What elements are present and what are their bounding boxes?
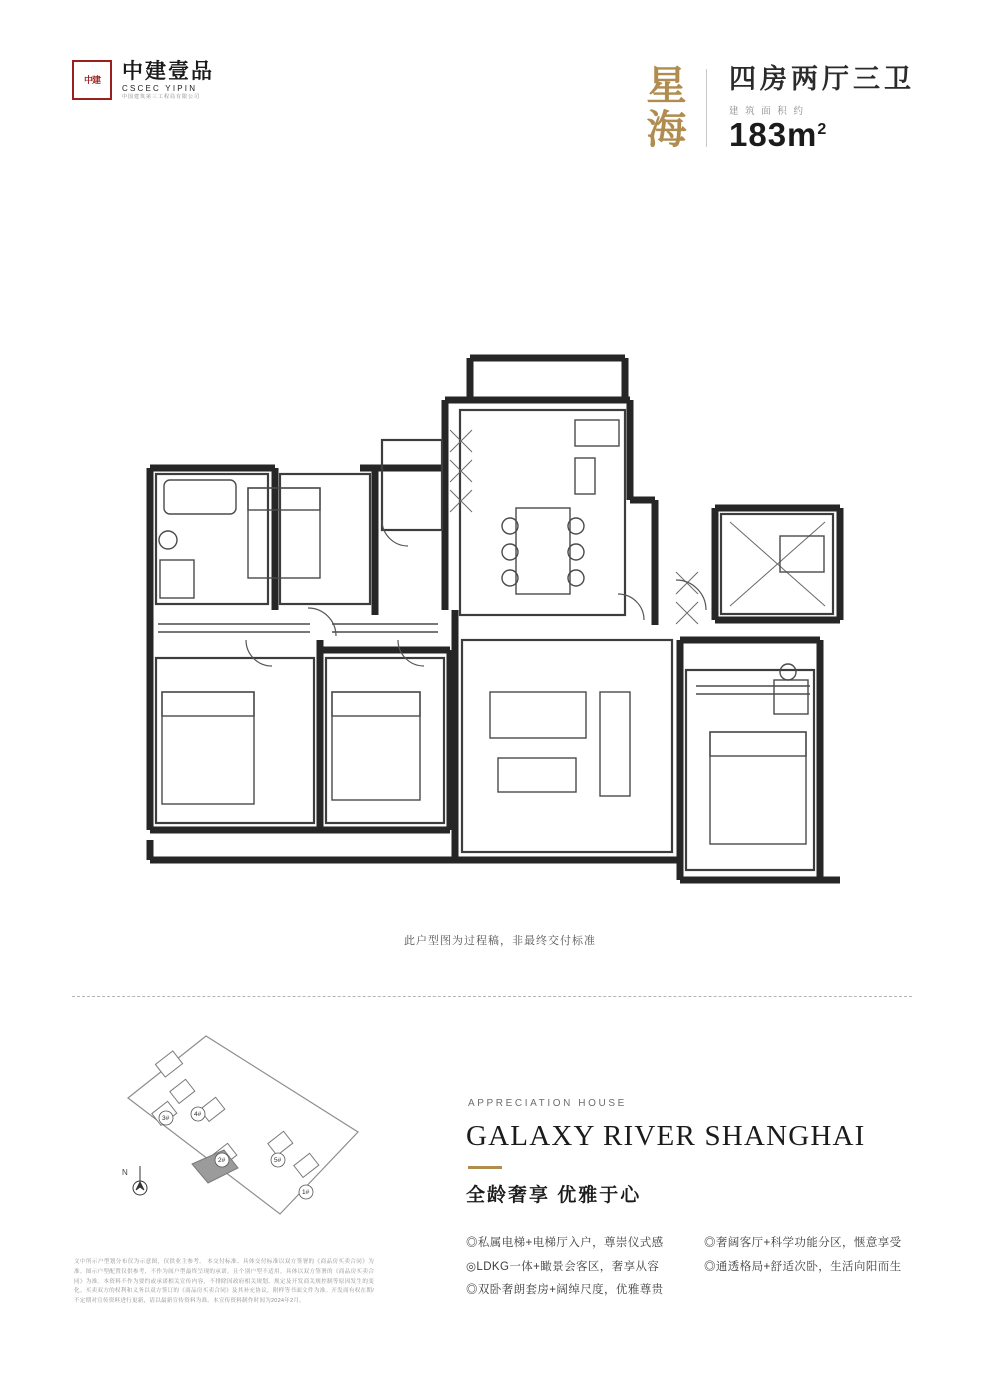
brand-name-sub: 中国建筑第三工程局有限公司: [122, 93, 201, 100]
site-map: [110, 1020, 370, 1230]
svg-text:1#: 1#: [302, 1189, 310, 1196]
brand-name-cn: 中建壹品: [122, 59, 214, 83]
unit-area-label: 建 筑 面 积 约: [729, 106, 806, 118]
svg-text:3#: 3#: [162, 1115, 170, 1122]
feature-item: ◎双卧奢朗套房+阔绰尺度，优雅尊贵: [466, 1284, 664, 1297]
plan-disclaimer-note: 此户型图为过程稿，非最终交付标准: [404, 935, 596, 947]
unit-rooms: 四房两厅三卫: [729, 64, 915, 95]
svg-text:4#: 4#: [194, 1111, 202, 1118]
promo-eyebrow: APPRECIATION HOUSE: [468, 1098, 627, 1109]
seal-icon: [72, 60, 112, 100]
floor-plan: [120, 340, 880, 947]
compass-north-label: N: [122, 1168, 128, 1177]
unit-title-block: [642, 62, 915, 154]
feature-item: ◎奢阔客厅+科学功能分区，惬意享受: [704, 1237, 902, 1249]
unit-name: 星海: [640, 64, 687, 152]
svg-text:5#: 5#: [274, 1157, 282, 1164]
gold-rule: [468, 1166, 502, 1169]
feature-item: ◎私属电梯+电梯厅入户，尊崇仪式感: [466, 1237, 664, 1249]
feature-item: ◎LDKG一体+瞰景会客区，奢享从容: [466, 1260, 660, 1273]
area-unit: 2: [817, 121, 828, 139]
brand-logo: [72, 52, 222, 108]
seal-text: 中建: [83, 74, 100, 85]
svg-text:2#: 2#: [218, 1157, 226, 1164]
title-divider: [706, 69, 707, 147]
unit-spec: [729, 64, 915, 152]
brand-text: [122, 60, 214, 101]
promo-title-en: GALAXY RIVER SHANGHAI: [466, 1120, 866, 1152]
legal-disclaimer: 文中所示户型划分布仅为示意图，仅供业主参考。 本交付标准、具体交付标准以双方签署的《商品房买卖合同》为准。图示户型配置仅供参考，不作为间户型最终呈现的承诺。且个别户型不适用，具体以双方签署的《商品房买卖合同》为准。本资料不作为要约或承诺相关宣传内容，不排除因政府相关规划、规定及开发商关规控制等原因发生的变化。买卖双方的权利和义务以双方签订的《商品房买卖合同》及其补充协议，附样等书面文件为准。开发商有权在期/不定期对宣传资料进行更新，请以最新宣传资料为准。本宣传资料制作时间为2024年2月。: [74, 1259, 374, 1305]
unit-area-value: [729, 117, 915, 153]
section-divider: [72, 996, 912, 997]
brand-name-en: CSCEC YIPIN: [122, 83, 198, 93]
feature-list: [466, 1232, 936, 1303]
area-number: 183m: [729, 116, 818, 154]
feature-item: ◎通透格局+舒适次卧，生活向阳而生: [704, 1260, 902, 1273]
promo-slogan: 全龄奢享 优雅于心: [466, 1185, 642, 1206]
